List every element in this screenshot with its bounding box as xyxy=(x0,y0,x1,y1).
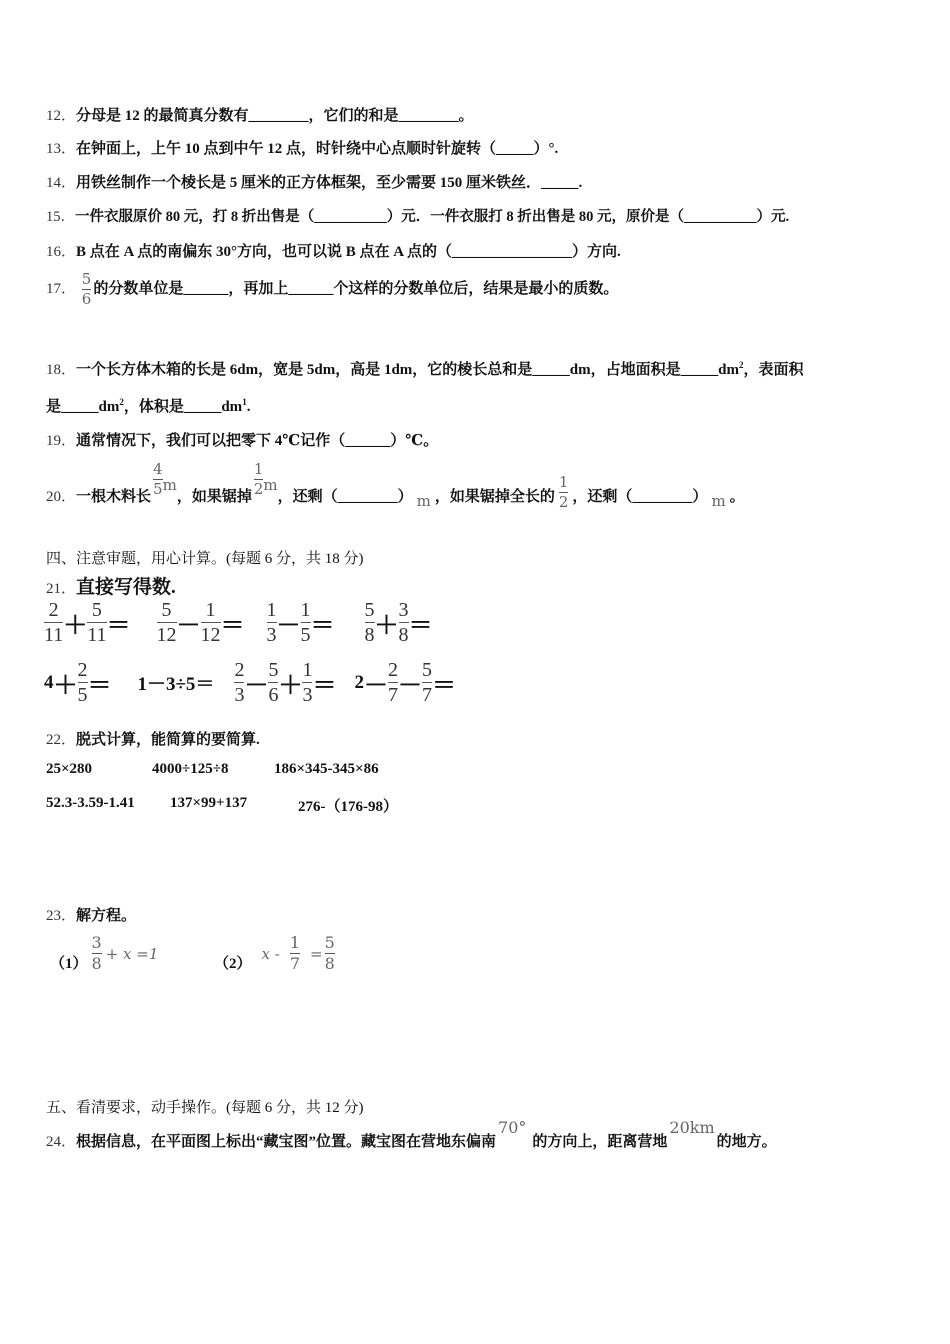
question-number: 19． xyxy=(46,433,77,449)
fraction: $\frac{1}{12}$ xyxy=(200,599,221,646)
question-23 xyxy=(46,904,136,925)
question-text: ，还剩（________） xyxy=(572,489,708,505)
plus-sign: ＋ xyxy=(53,673,78,699)
question-text: ，如果锯掉 xyxy=(176,489,252,505)
section-5-title: 五、看清要求，动手操作。(每题 6 分，共 12 分) xyxy=(46,1100,364,1116)
question-text: 一根木料长 xyxy=(76,489,152,505)
question-text: 的分数单位是______，再加上______个这样的分数单位后，结果是最小的质数。 xyxy=(93,280,619,297)
fraction: $\frac{1}{3}$ xyxy=(302,659,313,706)
question-text: ，如果锯掉全长的 xyxy=(434,489,555,505)
question-text: 根据信息，在平面图上标出“藏宝图”位置。藏宝图在营地东偏南 xyxy=(76,1134,497,1150)
question-number: 13． xyxy=(46,141,77,157)
expression: 1－3÷5＝ xyxy=(137,674,215,695)
calc-row-1 xyxy=(44,600,433,645)
equals-sign: ＝ xyxy=(431,673,456,699)
superscript: 2 xyxy=(738,360,744,370)
question-number: 15． xyxy=(46,209,75,225)
question-14 xyxy=(46,171,582,192)
question-number: 16． xyxy=(46,244,77,260)
equation-rest: + x =1 xyxy=(105,944,159,963)
fraction: $\frac{5}{7}$ xyxy=(421,659,432,706)
question-text: ，还剩（________） xyxy=(277,489,413,505)
question-text-end: . xyxy=(246,399,251,415)
plus-sign: ＋ xyxy=(63,613,88,639)
unit: m xyxy=(162,476,177,494)
equation-variable: x - xyxy=(261,944,280,963)
minus-sign: － xyxy=(363,673,388,699)
fraction: $\frac{5}{11}$ xyxy=(87,599,107,646)
equals-sign: ＝ xyxy=(87,673,112,699)
question-text: B 点在 A 点的南偏东 30°方向，也可以说 B 点在 A 点的（________________）方向. xyxy=(76,244,621,260)
distance-value: 20km xyxy=(669,1118,715,1137)
fraction: $\frac{1}{5}$ xyxy=(300,599,311,646)
question-number: 14． xyxy=(46,175,77,191)
question-number: 12． xyxy=(46,108,77,124)
question-text: 的地方。 xyxy=(716,1134,777,1150)
superscript: 2 xyxy=(119,397,124,407)
fraction: $\frac{5}{6}$ xyxy=(268,659,279,706)
question-text-cont: ，体积是_____dm xyxy=(123,399,243,415)
question-20 xyxy=(46,462,745,512)
equals-sign: ＝ xyxy=(310,613,335,639)
question-number: 17． xyxy=(46,280,77,297)
question-12 xyxy=(46,104,474,125)
equals-sign: ＝ xyxy=(312,673,337,699)
question-19 xyxy=(46,429,438,450)
fraction: $\frac{2}{7}$ xyxy=(387,659,398,706)
question-18-line1 xyxy=(46,358,803,379)
question-number: 18． xyxy=(46,362,77,378)
question-number: 23． xyxy=(46,908,77,924)
minus-sign: － xyxy=(244,673,269,699)
fraction-1-2: $\frac{1}{2}$ xyxy=(253,460,264,498)
equation-label: （1） xyxy=(50,956,88,972)
superscript: 1 xyxy=(242,397,247,407)
plus-sign: ＋ xyxy=(278,673,303,699)
expression: 52.3-3.59-1.41 xyxy=(46,795,135,811)
question-number: 20． xyxy=(46,489,77,505)
fraction: $\frac{2}{5}$ xyxy=(77,659,88,706)
fraction: $\frac{2}{11}$ xyxy=(44,599,64,646)
question-text: 的方向上，距离营地 xyxy=(532,1134,668,1150)
expression: 25×280 xyxy=(46,761,93,777)
question-text: 在钟面上，上午 10 点到中午 12 点，时针绕中心点顺时针旋转（_____）°. xyxy=(76,141,559,157)
question-text: 通常情况下，我们可以把零下 4℃记作（______）℃。 xyxy=(76,433,439,449)
question-24 xyxy=(46,1118,777,1154)
equals-sign: ＝ xyxy=(408,613,433,639)
fraction: $\frac{5}{8}$ xyxy=(364,599,375,646)
question-text: 用铁丝制作一个棱长是 5 厘米的正方体框架，至少需要 150 厘米铁丝．_____. xyxy=(76,175,583,191)
equation-2 xyxy=(214,934,335,973)
expression: 137×99+137 xyxy=(170,795,248,811)
question-text: 一件衣服原价 80 元，打 8 折出售是（__________）元．一件衣服打 8 折出售是 80 元，原价是（__________）元. xyxy=(75,209,790,225)
whole-number: 2 xyxy=(354,671,364,693)
question-text: 一个长方体木箱的长是 6dm，宽是 5dm，高是 1dm，它的棱长总和是_____dm，占地面积是_____dm xyxy=(76,362,739,378)
fraction: $\frac{5}{6}$ xyxy=(81,270,92,308)
question-text: 是_____dm xyxy=(46,399,120,415)
question-text: 分母是 12 的最简真分数有________，它们的和是________。 xyxy=(76,108,474,124)
question-13 xyxy=(46,137,558,158)
fraction: $\frac{5}{8}$ xyxy=(324,933,335,973)
question-title: 直接写得数. xyxy=(76,577,176,598)
question-number: 21． xyxy=(46,581,77,597)
angle-value: 70° xyxy=(498,1118,527,1137)
fraction: $\frac{1}{7}$ xyxy=(289,933,300,973)
plus-sign: ＋ xyxy=(374,613,399,639)
question-18-line2 xyxy=(46,395,250,416)
unit: m xyxy=(416,492,431,510)
expression: 186×345-345×86 xyxy=(274,761,379,777)
fraction: $\frac{3}{8}$ xyxy=(91,933,102,973)
question-22 xyxy=(46,728,260,749)
equation-1 xyxy=(50,934,158,973)
question-17 xyxy=(46,272,618,307)
calc-row-2 xyxy=(44,660,456,705)
expression: 276-（176-98） xyxy=(298,799,398,815)
fraction: $\frac{5}{12}$ xyxy=(156,599,177,646)
question-number: 22． xyxy=(46,732,77,748)
unit: m xyxy=(711,492,726,510)
whole-number: 4 xyxy=(44,671,54,693)
expression: 4000÷125÷8 xyxy=(152,761,229,777)
question-16 xyxy=(46,240,621,261)
fraction: $\frac{1}{3}$ xyxy=(266,599,277,646)
fraction-4-5: $\frac{4}{5}$ xyxy=(153,460,163,498)
question-text-cont: ，表面积 xyxy=(743,362,804,378)
fraction-1-2: $\frac{1}{2}$ xyxy=(558,473,569,511)
equation-label: （2） xyxy=(214,956,252,972)
fraction: $\frac{3}{8}$ xyxy=(398,599,409,646)
question-15 xyxy=(46,205,789,226)
minus-sign: － xyxy=(397,673,422,699)
question-21 xyxy=(46,572,176,599)
question-title: 解方程。 xyxy=(76,908,137,924)
question-title: 脱式计算，能简算的要简算. xyxy=(76,732,260,748)
equals-sign: = xyxy=(310,944,323,963)
minus-sign: － xyxy=(176,613,201,639)
minus-sign: － xyxy=(276,613,301,639)
question-text: 。 xyxy=(729,489,745,505)
unit: m xyxy=(263,476,278,494)
equals-sign: ＝ xyxy=(220,613,245,639)
section-4-title: 四、注意审题，用心计算。(每题 6 分，共 18 分) xyxy=(46,551,364,567)
equals-sign: ＝ xyxy=(106,613,131,639)
question-number: 24． xyxy=(46,1134,77,1150)
fraction: $\frac{2}{3}$ xyxy=(234,659,245,706)
